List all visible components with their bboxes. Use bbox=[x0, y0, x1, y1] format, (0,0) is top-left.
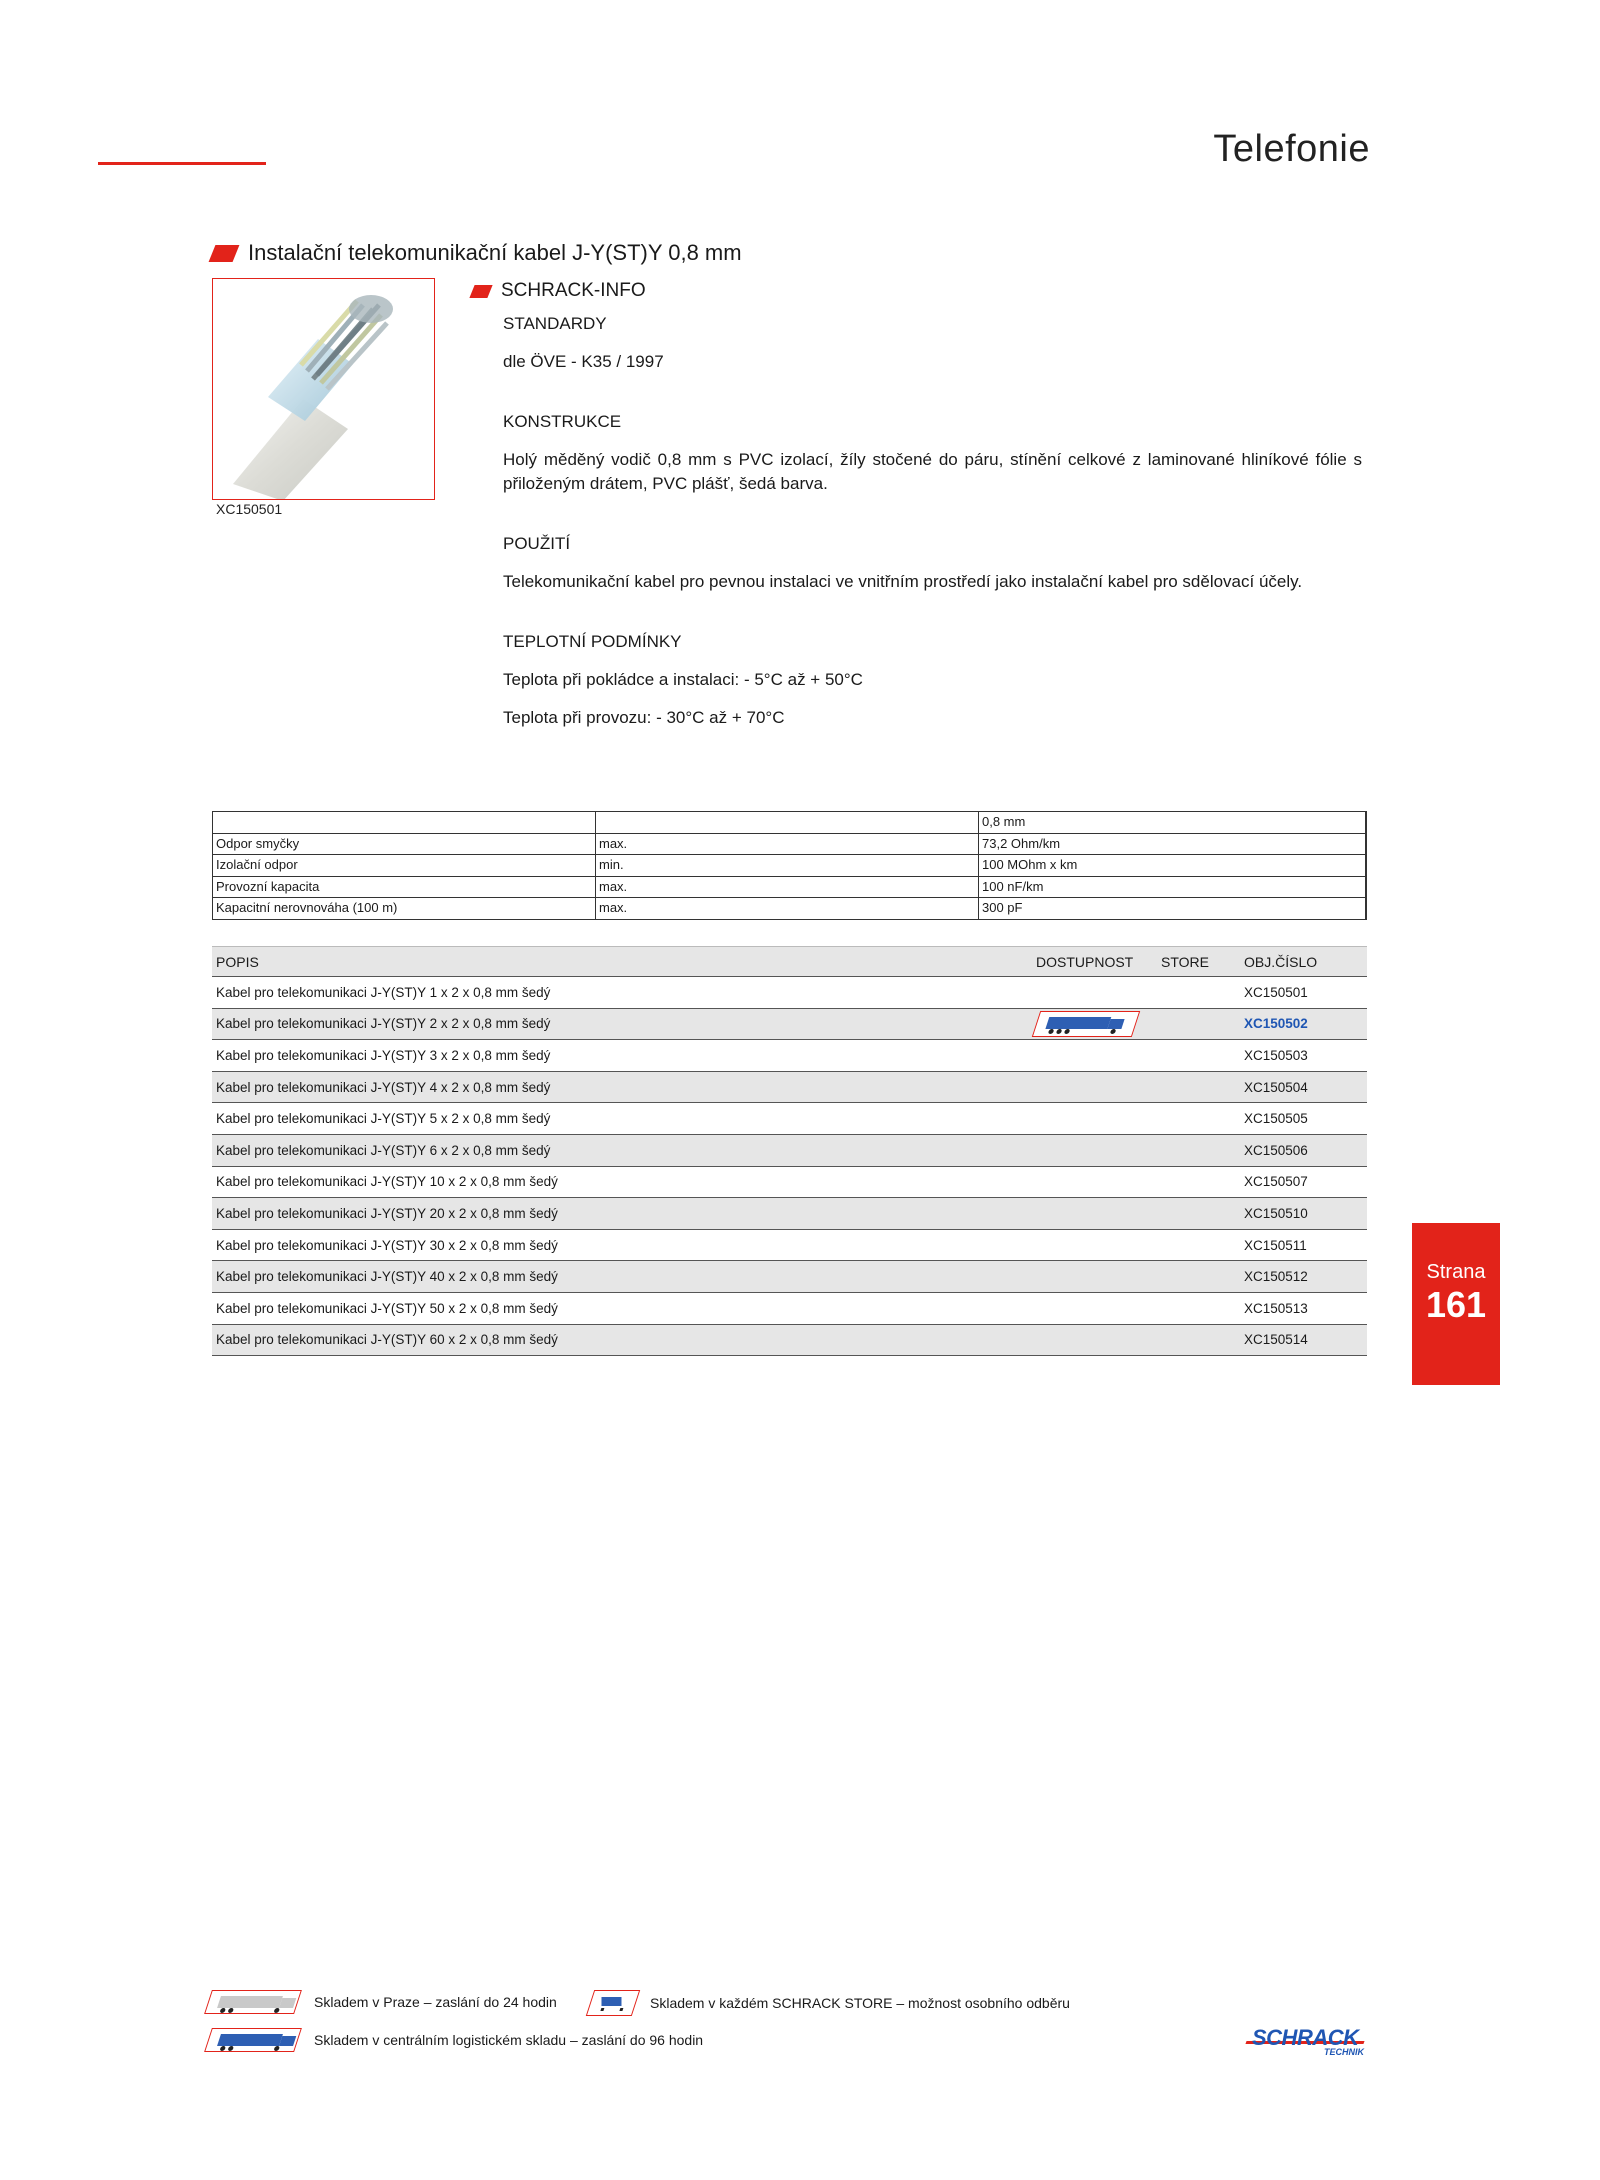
specs-cell: 300 pF bbox=[979, 898, 1367, 920]
col-desc-header: POPIS bbox=[216, 953, 259, 970]
row-availability bbox=[1036, 1198, 1161, 1229]
specs-row bbox=[213, 833, 1367, 855]
specs-row bbox=[213, 855, 1367, 877]
row-availability bbox=[1036, 1325, 1161, 1356]
construction-text: Holý měděný vodič 0,8 mm s PVC izolací, žíly stočené do páru, stínění celkové z laminované hliníkové fólie s přiloženým drátem, PVC plášť, šedá barva. bbox=[503, 450, 1362, 493]
standards-text: dle ÖVE - K35 / 1997 bbox=[503, 352, 664, 371]
table-row bbox=[212, 1040, 1367, 1072]
truck-central-icon bbox=[1032, 1011, 1140, 1037]
specs-row bbox=[213, 898, 1367, 920]
row-code: XC150512 bbox=[1244, 1269, 1308, 1285]
table-row bbox=[212, 1135, 1367, 1167]
row-availability bbox=[1036, 1135, 1161, 1166]
row-desc: Kabel pro telekomunikaci J-Y(ST)Y 4 x 2 x 0,8 mm šedý bbox=[216, 1079, 551, 1095]
table-row bbox=[212, 1325, 1367, 1357]
row-availability bbox=[1036, 1230, 1161, 1261]
row-desc: Kabel pro telekomunikaci J-Y(ST)Y 40 x 2 x 0,8 mm šedý bbox=[216, 1269, 558, 1285]
legend-central-text: Skladem v centrálním logistickém skladu – zaslání do 96 hodin bbox=[314, 2032, 704, 2048]
schrack-logo bbox=[1246, 2023, 1368, 2057]
standards-label: STANDARDY bbox=[503, 314, 607, 333]
row-availability bbox=[1036, 1167, 1161, 1198]
temp-operation: Teplota při provozu: - 30°C až + 70°C bbox=[503, 708, 785, 727]
legend-prague bbox=[208, 1990, 557, 2014]
products-header-row bbox=[212, 946, 1367, 977]
row-code: XC150506 bbox=[1244, 1142, 1308, 1158]
cable-illustration bbox=[213, 279, 435, 500]
product-image bbox=[212, 278, 435, 500]
section-title: Telefonie bbox=[1213, 128, 1370, 170]
row-code: XC150501 bbox=[1244, 984, 1308, 1000]
info-heading-label: SCHRACK-INFO bbox=[501, 280, 646, 301]
row-availability bbox=[1036, 1293, 1161, 1324]
specs-cell: Izolační odpor bbox=[213, 855, 596, 877]
shopping-cart-icon bbox=[586, 1990, 640, 2016]
specs-cell: min. bbox=[596, 855, 979, 877]
page-tab bbox=[1412, 1223, 1500, 1385]
row-availability bbox=[1036, 1072, 1161, 1103]
specs-cell bbox=[596, 812, 979, 834]
row-availability bbox=[1036, 1261, 1161, 1292]
usage-text: Telekomunikační kabel pro pevnou instalaci ve vnitřním prostředí jako instalační kabel pro sdělovací účely. bbox=[503, 572, 1303, 591]
specs-cell: max. bbox=[596, 898, 979, 920]
row-code: XC150504 bbox=[1244, 1079, 1308, 1095]
legend-prague-text: Skladem v Praze – zaslání do 24 hodin bbox=[314, 1994, 557, 2010]
product-title: Instalační telekomunikační kabel J-Y(ST)Y 0,8 mm bbox=[248, 240, 742, 265]
row-code: XC150505 bbox=[1244, 1111, 1308, 1127]
red-marker-icon bbox=[209, 245, 240, 262]
page-number: 161 bbox=[1425, 1284, 1487, 1325]
specs-cell: Kapacitní nerovnováha (100 m) bbox=[213, 898, 596, 920]
table-row bbox=[212, 1103, 1367, 1135]
row-code: XC150507 bbox=[1244, 1174, 1308, 1190]
col-store-header: STORE bbox=[1161, 953, 1209, 970]
image-code: XC150501 bbox=[216, 501, 283, 517]
specs-cell: Provozní kapacita bbox=[213, 876, 596, 898]
legend-store bbox=[590, 1990, 1070, 2016]
specs-cell: 100 MOhm x km bbox=[979, 855, 1367, 877]
info-heading bbox=[472, 280, 1362, 302]
row-desc: Kabel pro telekomunikaci J-Y(ST)Y 60 x 2 x 0,8 mm šedý bbox=[216, 1332, 558, 1348]
row-desc: Kabel pro telekomunikaci J-Y(ST)Y 50 x 2 x 0,8 mm šedý bbox=[216, 1300, 558, 1316]
red-marker-icon bbox=[469, 285, 492, 298]
table-row bbox=[212, 1167, 1367, 1199]
specs-cell bbox=[213, 812, 596, 834]
specs-cell: max. bbox=[596, 876, 979, 898]
table-row bbox=[212, 1293, 1367, 1325]
row-desc: Kabel pro telekomunikaci J-Y(ST)Y 20 x 2 x 0,8 mm šedý bbox=[216, 1205, 558, 1221]
header-rule bbox=[98, 162, 266, 165]
row-code: XC150514 bbox=[1244, 1332, 1308, 1348]
product-heading bbox=[212, 240, 742, 266]
products-table bbox=[212, 946, 1367, 1356]
specs-cell: 100 nF/km bbox=[979, 876, 1367, 898]
table-row bbox=[212, 1198, 1367, 1230]
row-code: XC150503 bbox=[1244, 1047, 1308, 1063]
table-row bbox=[212, 977, 1367, 1009]
specs-cell: 0,8 mm bbox=[979, 812, 1367, 834]
row-desc: Kabel pro telekomunikaci J-Y(ST)Y 6 x 2 x 0,8 mm šedý bbox=[216, 1142, 551, 1158]
table-row bbox=[212, 1230, 1367, 1262]
table-row bbox=[212, 1009, 1367, 1041]
temp-install: Teplota při pokládce a instalaci: - 5°C až + 50°C bbox=[503, 670, 863, 689]
construction-label: KONSTRUKCE bbox=[503, 412, 622, 431]
row-desc: Kabel pro telekomunikaci J-Y(ST)Y 5 x 2 x 0,8 mm šedý bbox=[216, 1111, 551, 1127]
row-code: XC150511 bbox=[1244, 1237, 1307, 1253]
row-code-link[interactable]: XC150502 bbox=[1244, 1016, 1308, 1032]
row-desc: Kabel pro telekomunikaci J-Y(ST)Y 1 x 2 x 0,8 mm šedý bbox=[216, 984, 551, 1000]
page-tab-label: Strana bbox=[1426, 1261, 1486, 1283]
table-row bbox=[212, 1261, 1367, 1293]
legend-store-text: Skladem v každém SCHRACK STORE – možnost osobního odběru bbox=[650, 1995, 1070, 2011]
row-availability bbox=[1036, 1009, 1161, 1040]
schrack-info bbox=[472, 280, 1362, 730]
row-desc: Kabel pro telekomunikaci J-Y(ST)Y 3 x 2 x 0,8 mm šedý bbox=[216, 1047, 551, 1063]
row-availability bbox=[1036, 977, 1161, 1008]
info-body bbox=[503, 312, 1362, 730]
logo-sub: TECHNIK bbox=[1324, 2047, 1364, 2057]
logo-word: SCHRACK bbox=[1252, 2025, 1359, 2050]
table-row bbox=[212, 1072, 1367, 1104]
truck-central-icon bbox=[204, 2028, 302, 2052]
col-code-header: OBJ.ČÍSLO bbox=[1244, 953, 1318, 970]
specs-table bbox=[212, 811, 1367, 920]
specs-row bbox=[213, 876, 1367, 898]
specs-header-row bbox=[213, 812, 1367, 834]
row-availability bbox=[1036, 1040, 1161, 1071]
legend-central bbox=[208, 2028, 703, 2052]
temp-label: TEPLOTNÍ PODMÍNKY bbox=[503, 632, 682, 651]
col-availability-header: DOSTUPNOST bbox=[1036, 953, 1134, 970]
specs-cell: 73,2 Ohm/km bbox=[979, 833, 1367, 855]
specs-cell: Odpor smyčky bbox=[213, 833, 596, 855]
row-availability bbox=[1036, 1103, 1161, 1134]
row-desc: Kabel pro telekomunikaci J-Y(ST)Y 30 x 2 x 0,8 mm šedý bbox=[216, 1237, 558, 1253]
specs-cell: max. bbox=[596, 833, 979, 855]
row-desc: Kabel pro telekomunikaci J-Y(ST)Y 10 x 2 x 0,8 mm šedý bbox=[216, 1174, 558, 1190]
row-desc: Kabel pro telekomunikaci J-Y(ST)Y 2 x 2 x 0,8 mm šedý bbox=[216, 1016, 551, 1032]
truck-prague-icon bbox=[204, 1990, 302, 2014]
row-code: XC150513 bbox=[1244, 1300, 1308, 1316]
row-code: XC150510 bbox=[1244, 1205, 1308, 1221]
usage-label: POUŽITÍ bbox=[503, 534, 571, 553]
